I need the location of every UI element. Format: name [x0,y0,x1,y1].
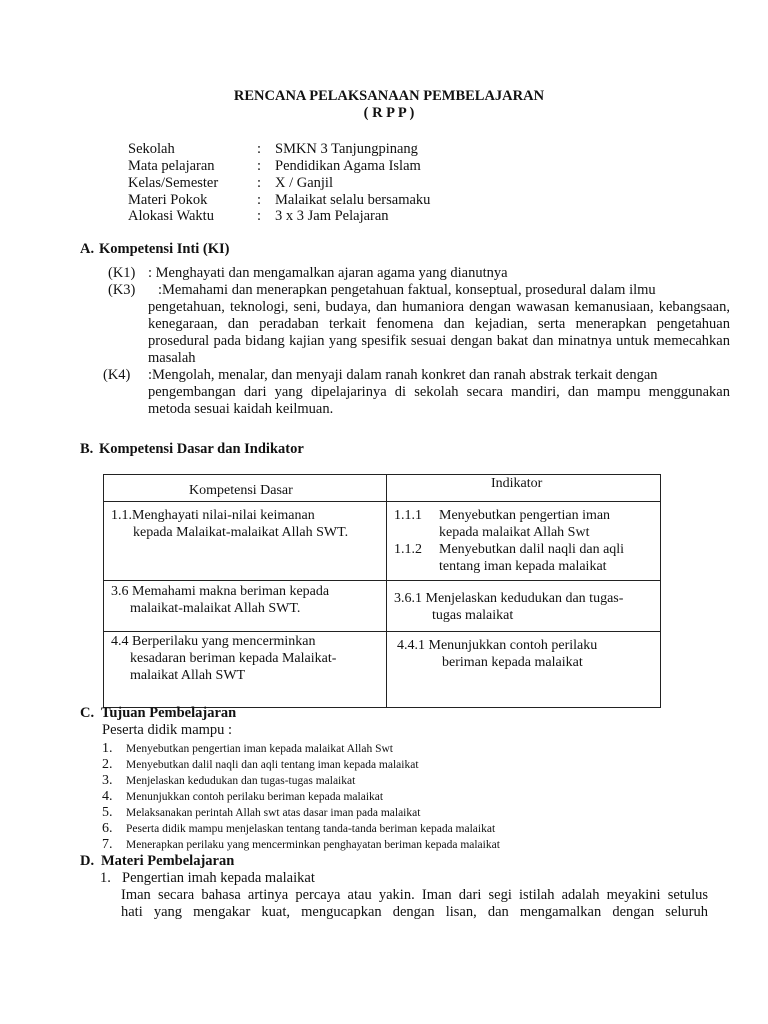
indicator-header: Indikator [491,476,543,491]
indicator-cell [387,581,661,632]
identity-colon: : [257,175,262,191]
kd-cell [104,581,387,632]
ki-text [148,282,730,367]
identity-row-school [128,141,418,158]
indicator-text-line: Menyebutkan dalil naqli dan aqli [439,542,625,557]
ki-text-first-line: :Memahami dan menerapkan pengetahuan faktual, konseptual, prosedural dalam ilmu [158,282,656,298]
ki-text-first-line: :Mengolah, menalar, dan menyaji dalam ranah konkret dan ranah abstrak terkait dengan [148,367,658,383]
list-number: 7. [102,837,113,852]
indicator-number: 1.1.2 [394,542,422,557]
section-number: C. [80,705,95,721]
ki-code: (K4) [103,367,131,383]
indicator-text-line: tugas malaikat [432,608,514,623]
list-item [102,837,500,853]
indicator-cell [387,632,661,708]
indicator-text-line: tentang iman kepada malaikat [439,559,607,574]
identity-label: Kelas/Semester [128,175,219,191]
indicator-number: 1.1.1 [394,508,422,523]
identity-value: SMKN 3 Tanjungpinang [275,141,418,157]
list-item [102,757,419,773]
table-row [104,632,661,708]
list-number: 1. [102,741,113,756]
list-item [102,741,393,757]
list-text: Menerapkan perilaku yang mencerminkan penghayatan beriman kepada malaikat [126,839,500,851]
kd-indicator-table [103,474,661,708]
identity-colon: : [257,208,262,224]
list-text: Menyebutkan dalil naqli dan aqli tentang iman kepada malaikat [126,759,419,771]
list-number: 4. [102,789,113,804]
kd-text-line: kepada Malaikat-malaikat Allah SWT. [133,525,349,540]
section-number: A. [80,241,95,257]
identity-colon: : [257,141,262,157]
identity-value: 3 x 3 Jam Pelajaran [275,208,389,224]
section-title: Kompetensi Inti (KI) [99,241,230,257]
table-row [104,502,661,581]
table-header-row [104,475,661,502]
kd-text-line: 1.1.Menghayati nilai-nilai keimanan [111,508,315,523]
kd-text-line: malaikat-malaikat Allah SWT. [130,601,301,616]
ki-k3 [0,282,768,367]
table-header-cell [387,475,661,502]
kd-cell [104,502,387,581]
list-text: Menunjukkan contoh perilaku beriman kepada malaikat [126,791,384,803]
ki-k1 [0,265,768,282]
section-title: Tujuan Pembelajaran [101,705,237,721]
materi-paragraph-line: Iman secara bahasa artinya percaya atau yakin. Iman dari segi istilah adalah meyakini setulus [121,887,708,903]
list-number: 3. [102,773,113,788]
list-number: 6. [102,821,113,836]
indicator-cell [387,502,661,581]
list-text: Melaksanakan perintah Allah swt atas dasar iman pada malaikat [126,807,421,819]
kd-text-line: malaikat Allah SWT [130,668,246,683]
identity-value: X / Ganjil [275,175,333,191]
materi-item [100,870,315,887]
identity-colon: : [257,192,262,208]
identity-label: Alokasi Waktu [128,208,214,224]
list-item [102,821,495,837]
identity-label: Sekolah [128,141,175,157]
indicator-text-line: 4.4.1 Menunjukkan contoh perilaku [397,638,598,653]
list-item [102,773,355,789]
identity-row-time [128,208,389,225]
materi-paragraph-line: hati yang mengakar kuat, mengucapkan dengan lisan, dan mengamalkan dengan seluruh [121,904,708,920]
identity-colon: : [257,158,262,174]
list-item [102,805,420,821]
tujuan-intro: Peserta didik mampu : [102,722,233,738]
kd-cell [104,632,387,708]
list-number: 5. [102,805,113,820]
ki-text: : Menghayati dan mengamalkan ajaran agama yang dianutnya [148,265,508,281]
list-item [102,789,383,805]
indicator-text-line: kepada malaikat Allah Swt [439,525,590,540]
indicator-text-line: beriman kepada malaikat [442,655,583,670]
document-subtitle: ( R P P ) [363,105,415,121]
table-row [104,581,661,632]
document-title: RENCANA PELAKSANAAN PEMBELAJARAN [233,88,545,104]
indicator-text-line: 3.6.1 Menjelaskan kedudukan dan tugas- [394,591,624,606]
ki-k4 [0,367,768,418]
section-title: Materi Pembelajaran [101,853,235,869]
ki-code: (K1) [108,265,136,281]
table-header-cell [104,475,387,502]
kd-header: Kompetensi Dasar [189,483,293,498]
list-text: Peserta didik mampu menjelaskan tentang tanda-tanda beriman kepada malaikat [126,823,496,835]
indicator-text-line: Menyebutkan pengertian iman [439,508,611,523]
identity-label: Mata pelajaran [128,158,215,174]
kd-text-line: 4.4 Berperilaku yang mencerminkan [111,634,316,649]
section-title: Kompetensi Dasar dan Indikator [99,441,304,457]
identity-label: Materi Pokok [128,192,208,208]
materi-item-title: Pengertian imah kepada malaikat [122,870,315,886]
section-a-heading [80,241,230,258]
section-d-heading [80,853,234,870]
ki-text [148,367,730,418]
kd-text-line: 3.6 Memahami makna beriman kepada [111,584,330,599]
identity-row-class [128,175,333,192]
ki-text-rest: pengembangan dari yang dipelajarinya di sekolah secara mandiri, dan mampu menggunakan metoda sesuai kaidah keilmuan. [148,384,730,417]
kd-text-line: kesadaran beriman kepada Malaikat- [130,651,337,666]
list-number: 1. [100,870,111,886]
identity-row-topic [128,192,430,209]
section-number: D. [80,853,95,869]
identity-row-subject [128,158,421,175]
section-number: B. [80,441,94,457]
identity-value: Pendidikan Agama Islam [275,158,421,174]
list-text: Menjelaskan kedudukan dan tugas-tugas malaikat [126,775,356,787]
list-text: Menyebutkan pengertian iman kepada malaikat Allah Swt [126,743,393,755]
section-c-heading [80,705,236,722]
ki-text-rest: pengetahuan, teknologi, seni, budaya, dan humaniora dengan wawasan kemanusiaan, kebangsaan, kenegaraan, dan peradaban terkait fenomena dan kejadian, serta menerapkan pengetahuan prosedural pada bidang kajian yang spesifik sesuai dengan bakat dan minatnya untuk memecahkan masalah [148,299,730,366]
identity-value: Malaikat selalu bersamaku [275,192,431,208]
section-b-heading [80,441,304,458]
ki-code: (K3) [108,282,136,298]
list-number: 2. [102,757,113,772]
